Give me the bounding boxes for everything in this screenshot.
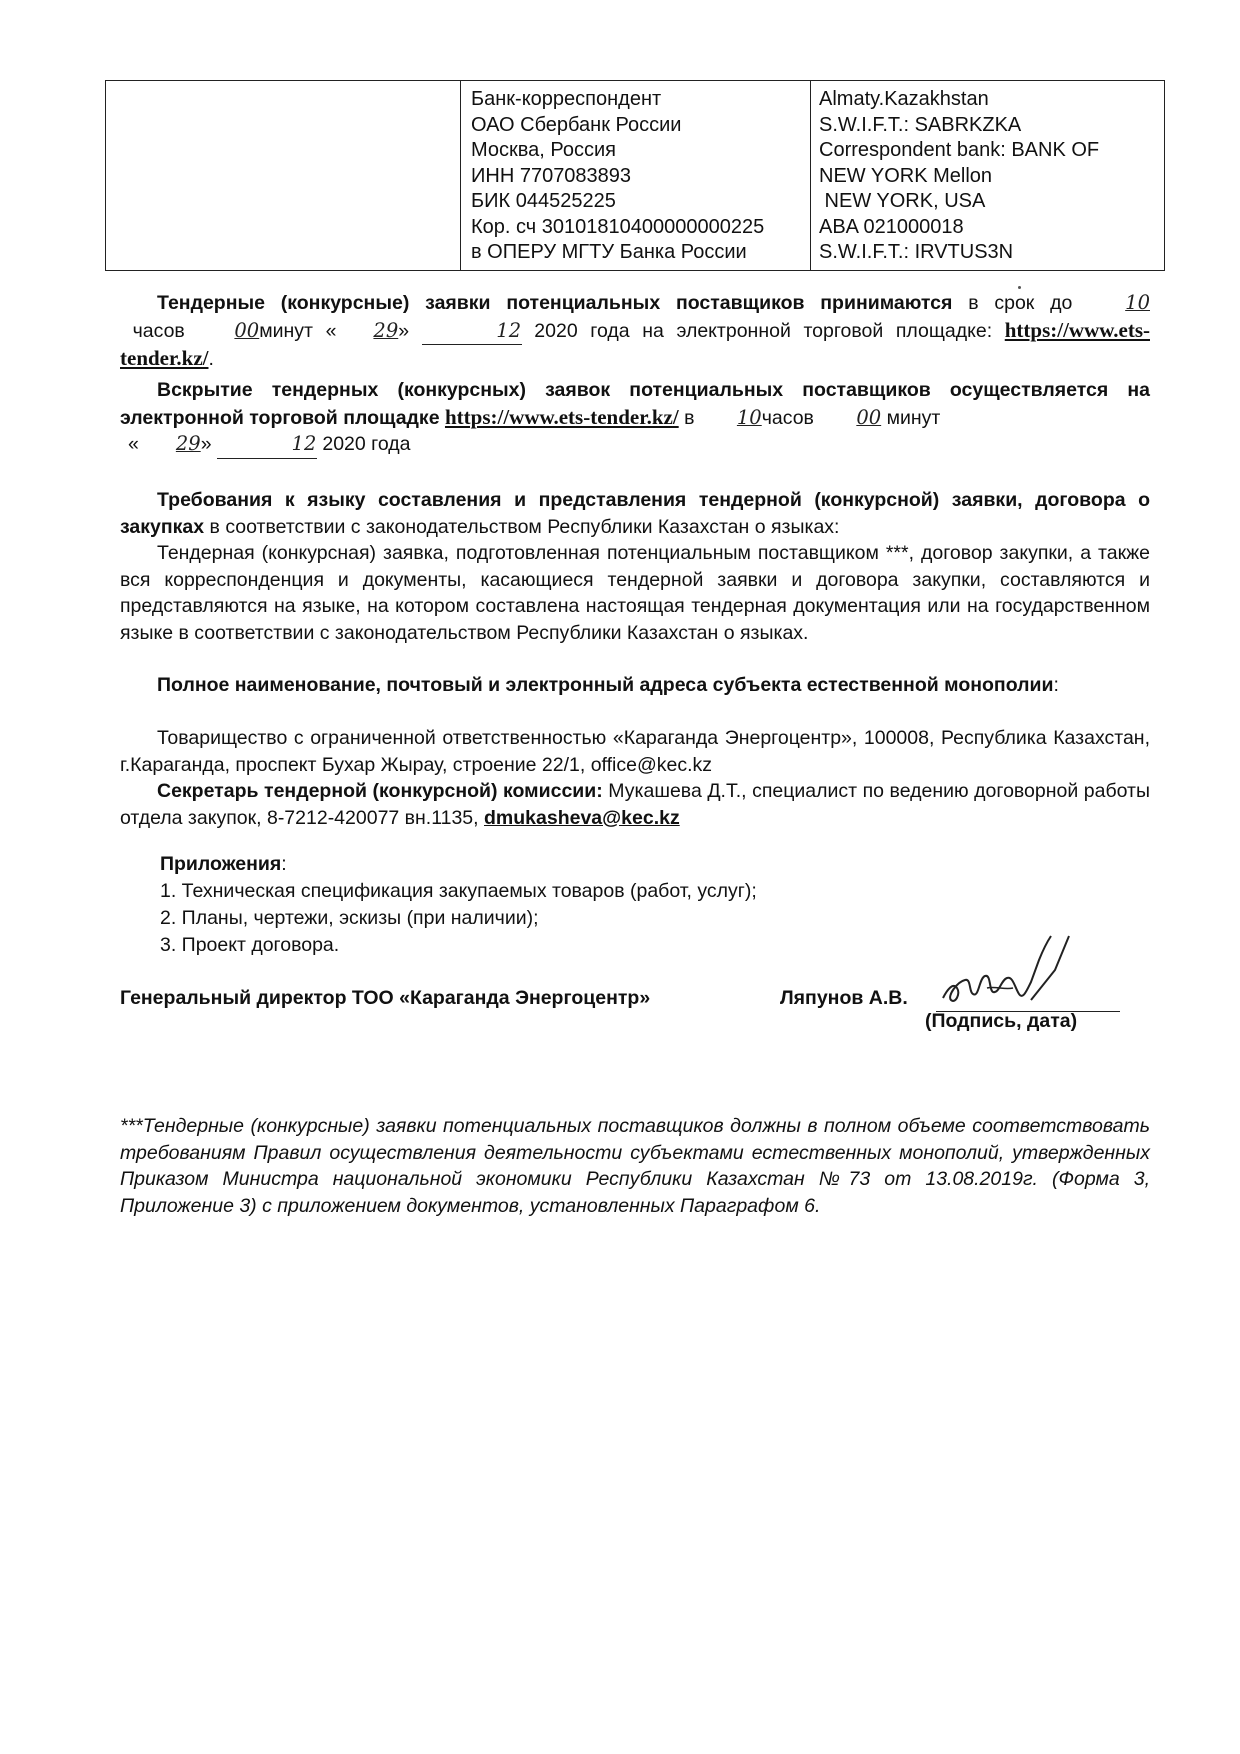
deadline-bold: Тендерные (конкурсные) заявки потенциальных поставщиков принимаются xyxy=(157,292,953,314)
opening-minutes-handwritten: 00 xyxy=(856,405,882,429)
opening-text: в xyxy=(678,406,700,429)
bank-ru-line: Кор. сч 30101810400000000225 xyxy=(471,215,765,238)
deadline-text: . xyxy=(208,348,214,370)
bank-table-en-cell xyxy=(811,81,1164,270)
deadline-minutes-handwritten: 00 xyxy=(234,318,260,342)
bank-en-line: S.W.I.F.T.: IRVTUS3N xyxy=(819,241,1014,263)
deadline-text: часов xyxy=(120,319,198,342)
opening-day-handwritten: 29 xyxy=(175,432,201,455)
deadline-paragraph xyxy=(120,290,1150,373)
deadline-hours-handwritten: 10 xyxy=(1125,291,1150,314)
deadline-text: в срок до xyxy=(952,292,1073,314)
language-bold: Требования к языку составления и представления тендерной (конкурсной) заявки, договора о закупках xyxy=(120,489,1150,538)
bank-ru-line: ОАО Сбербанк России xyxy=(471,113,682,136)
bank-ru-line: БИК 044525225 xyxy=(471,190,616,212)
entity-bold: Полное наименование, почтовый и электронный адреса субъекта естественной монополии xyxy=(157,674,1054,696)
entity-paragraph xyxy=(120,672,1150,699)
opening-text: минут xyxy=(881,406,941,429)
attachments-colon: : xyxy=(281,853,287,875)
deadline-month-handwritten: 12 xyxy=(496,318,522,342)
opening-hours-handwritten: 10 xyxy=(736,405,762,429)
handwritten-signature xyxy=(935,930,1085,1020)
language-paragraph xyxy=(120,487,1150,540)
deadline-month-blank xyxy=(422,318,522,346)
scan-speck xyxy=(1018,286,1021,289)
attachment-item: 1. Техническая спецификация закупаемых товаров (работ, услуг); xyxy=(160,880,757,902)
secretary-email-link[interactable]: dmukasheva@kec.kz xyxy=(484,806,680,829)
bank-ru-line: в ОПЕРУ МГТУ Банка России xyxy=(471,241,747,263)
opening-text: « xyxy=(128,433,139,455)
opening-month-blank xyxy=(217,431,317,459)
ets-tender-link[interactable]: https://www.ets-tender.kz/ xyxy=(120,317,1150,370)
bank-en-line: NEW YORK, USA xyxy=(819,190,986,212)
bank-en-line: Correspondent bank: BANK OF xyxy=(819,139,1100,161)
entity-body: Товарищество с ограниченной ответственностью «Караганда Энергоцентр», 100008, Республика Казахстан, г.Караганда, проспект Бухар Жырау, строение 22/1, office@kec.kz xyxy=(120,727,1150,776)
language-rest: в соответствии с законодательством Республики Казахстан о языках: xyxy=(204,515,840,538)
bank-en-line: S.W.I.F.T.: SABRKZKA xyxy=(819,113,1022,136)
bank-table-ru-cell xyxy=(461,81,811,270)
bank-details-table xyxy=(105,80,1165,271)
bank-en-line: NEW YORK Mellon xyxy=(819,164,993,187)
opening-month-handwritten: 12 xyxy=(291,432,317,455)
opening-bold: Вскрытие тендерных (конкурсных) заявок потенциальных поставщиков осуществляется на электронной торговой площадке xyxy=(120,379,1150,429)
opening-text: » xyxy=(200,433,217,455)
signatory-name: Ляпунов А.В. xyxy=(780,987,908,1009)
attachments-title-text: Приложения xyxy=(160,853,282,875)
deadline-day-handwritten: 29 xyxy=(373,318,399,342)
opening-text: часов xyxy=(761,406,820,429)
secretary-bold: Секретарь тендерной (конкурсной) комиссии: xyxy=(157,780,603,802)
attachments-title xyxy=(160,853,287,876)
attachment-item: 3. Проект договора. xyxy=(160,934,340,956)
opening-text: 2020 года xyxy=(316,433,411,455)
attachment-item: 2. Планы, чертежи, эскизы (при наличии); xyxy=(160,907,539,929)
bank-en-line: ABA 021000018 xyxy=(819,215,964,238)
deadline-text: » xyxy=(398,319,422,342)
deadline-text: минут « xyxy=(259,319,337,342)
opening-paragraph xyxy=(120,377,1150,459)
signature-caption: (Подпись, дата) xyxy=(925,1010,1078,1032)
secretary-body: Мукашева Д.Т., специалист по ведению договорной работы отдела закупок, 8-7212-420077 вн.1135, xyxy=(120,780,1151,829)
deadline-text: 2020 года на электронной торговой площадке: xyxy=(521,319,1005,342)
bank-ru-line: Банк-корреспондент xyxy=(471,88,662,110)
secretary-paragraph xyxy=(120,778,1150,831)
signatory-title: Генеральный директор ТОО «Караганда Энергоцентр» xyxy=(120,987,651,1009)
ets-tender-link-2[interactable]: https://www.ets-tender.kz/ xyxy=(444,404,679,429)
language-body: Тендерная (конкурсная) заявка, подготовленная потенциальным поставщиком ***, договор закупки, а также вся корреспонденция и документы, касающиеся тендерной заявки и договора закупки, составляются и представляются на языке, на котором составлена настоящая тендерная документация или на государственном языке в соответствии с законодательством Республики Казахстан о языках. xyxy=(120,542,1150,644)
bank-table-empty-cell xyxy=(106,81,461,270)
bank-ru-line: Москва, Россия xyxy=(471,139,616,161)
bank-ru-line: ИНН 7707083893 xyxy=(471,164,632,187)
entity-colon: : xyxy=(1053,674,1059,696)
footnote: ***Тендерные (конкурсные) заявки потенциальных поставщиков должны в полном объеме соответствовать требованиям Правил осуществления деятельности субъектами естественных монополий, утвержденных Приказом Министра национальной экономики Республики Казахстан №73 от 13.08.2019г. (Форма 3, Приложение 3) с приложением документов, установленных Параграфом 6. xyxy=(120,1115,1150,1217)
bank-en-line: Almaty.Kazakhstan xyxy=(819,88,989,110)
